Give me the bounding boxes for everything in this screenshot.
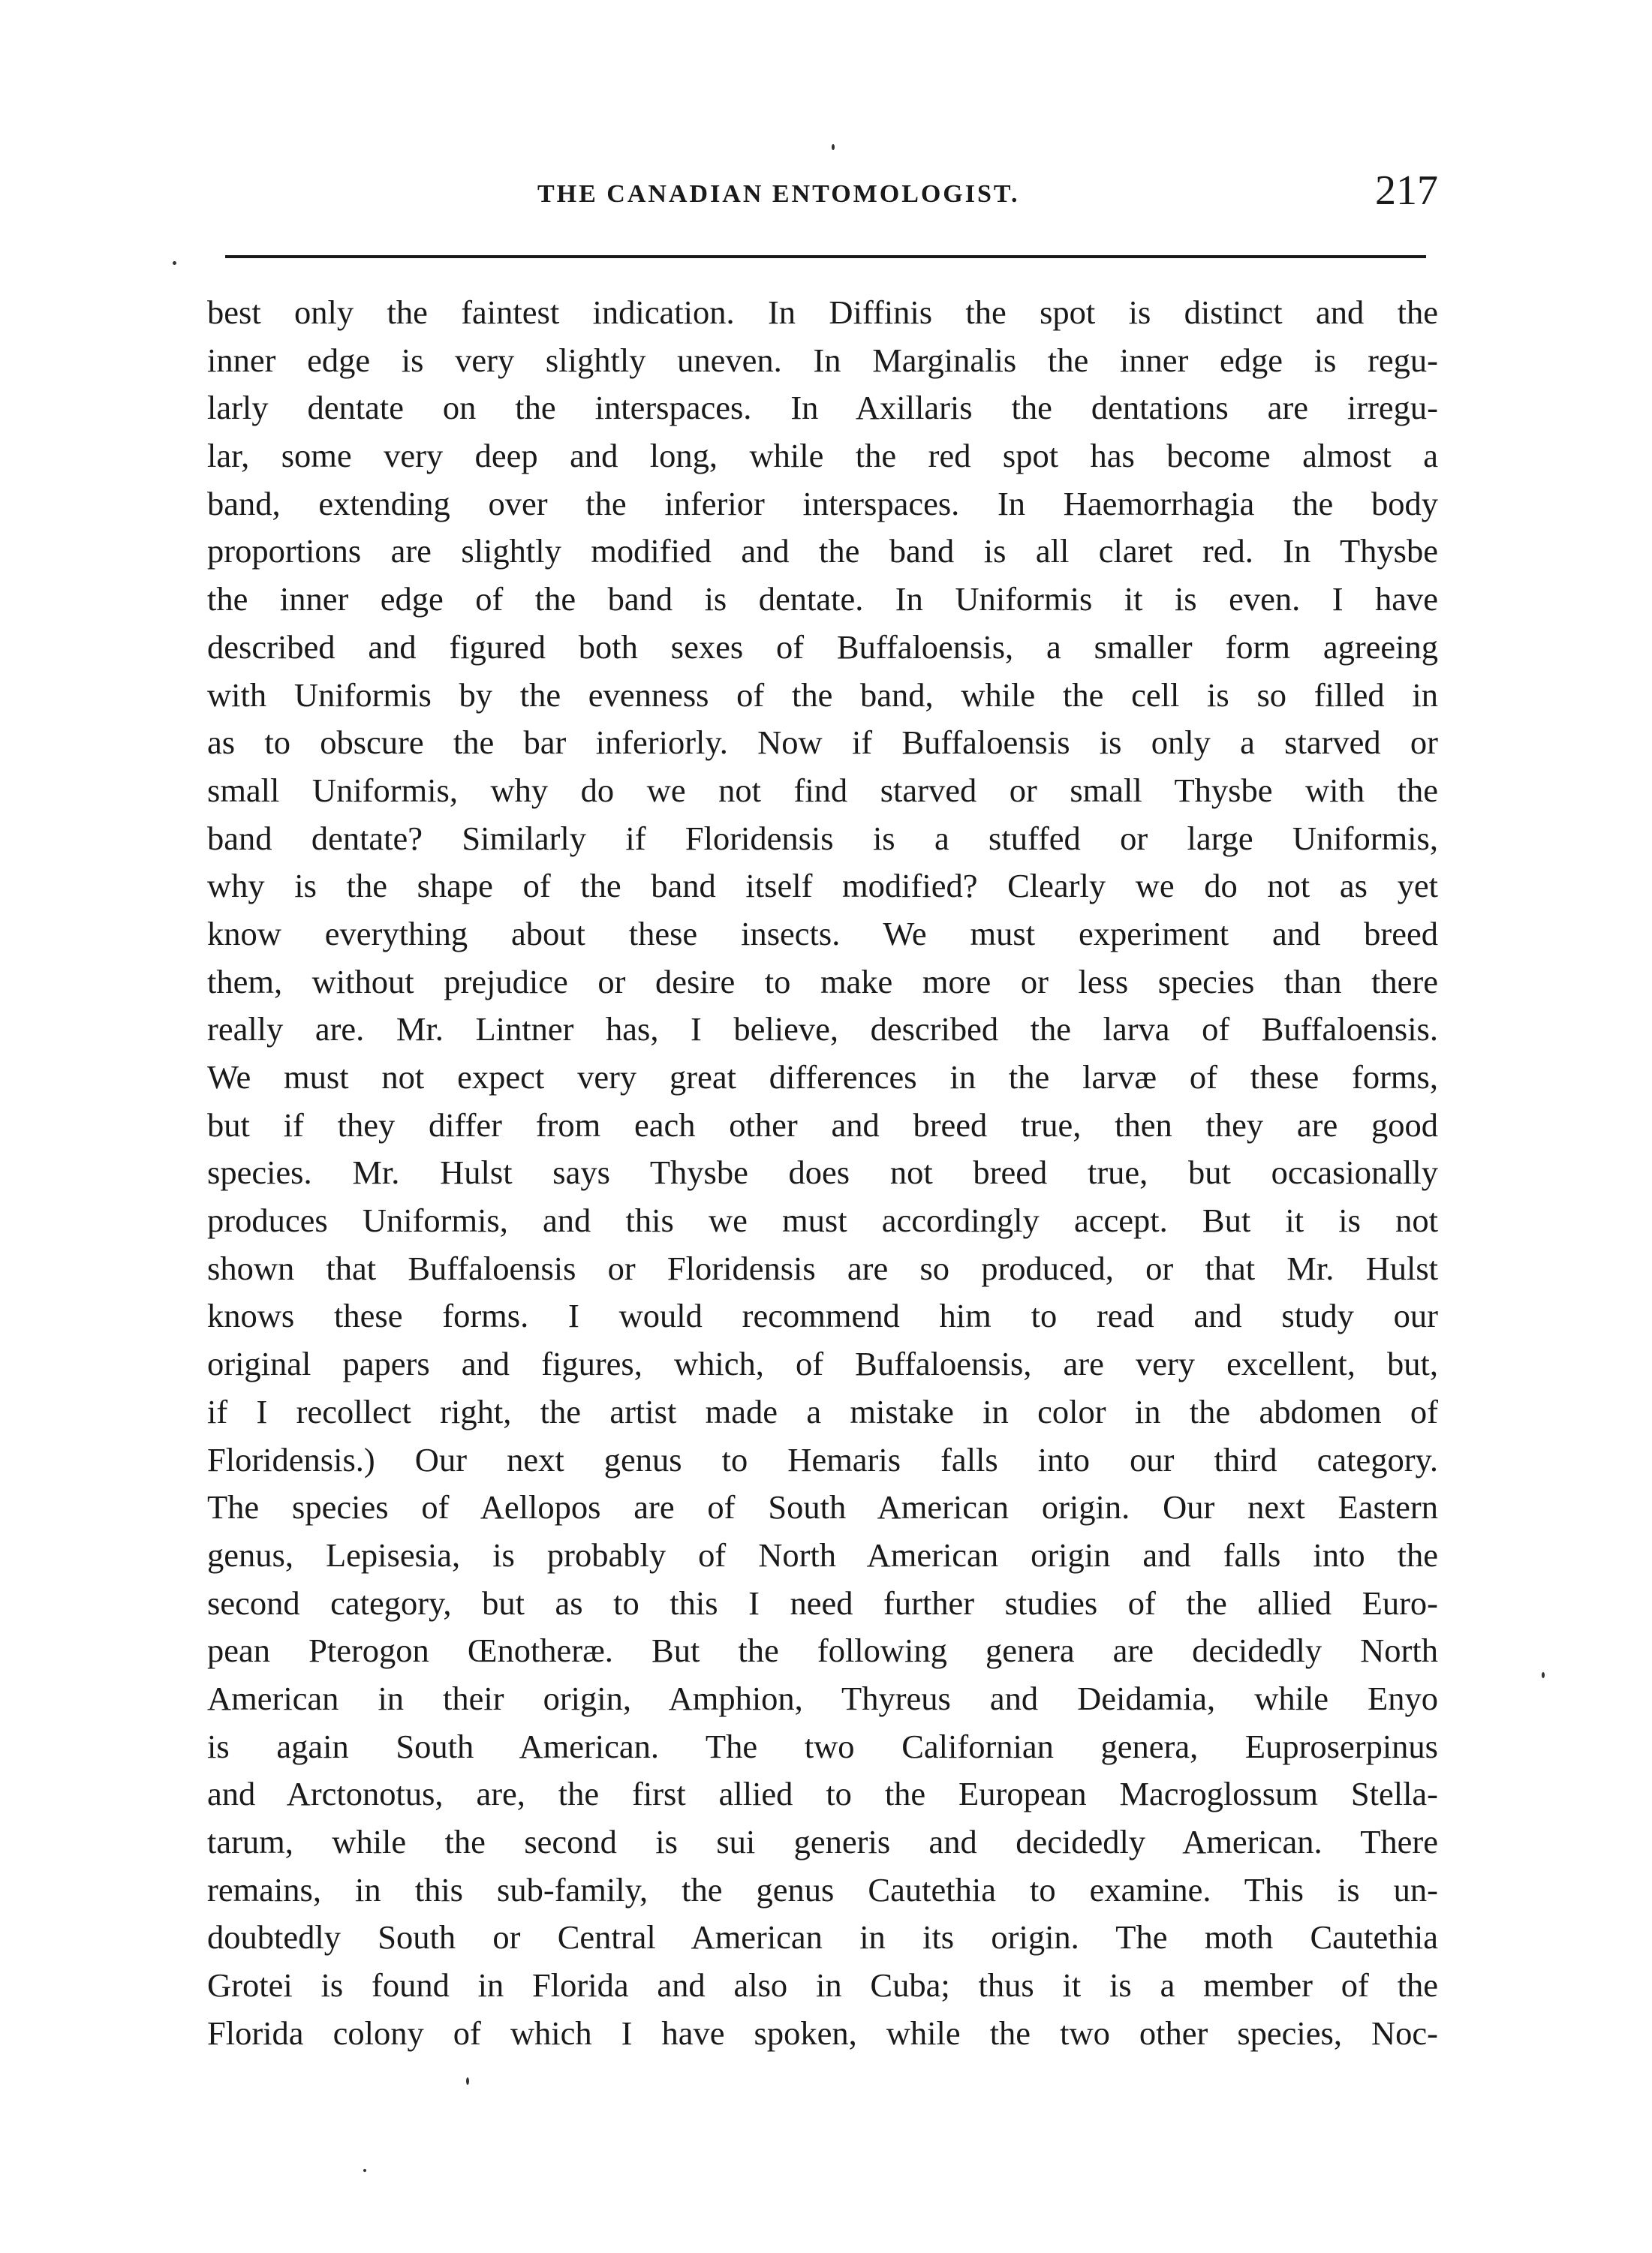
text-line: proportions are slightly modified and the band is all claret red. In Thysbe — [207, 532, 1438, 570]
scan-speck — [832, 144, 835, 150]
text-line: them, without prejudice or desire to make more or less species than there — [207, 962, 1438, 1000]
text-line: produces Uniformis, and this we must accordingly accept. But it is not — [207, 1202, 1438, 1240]
text-line: with Uniformis by the evenness of the band, while the cell is so filled in — [207, 675, 1438, 714]
scan-speck — [466, 2077, 469, 2085]
header-rule — [225, 255, 1426, 258]
running-head — [207, 167, 1438, 227]
text-line: but if they differ from each other and breed true, then they are good — [207, 1105, 1438, 1144]
text-line: as to obscure the bar inferiorly. Now if Buffaloensis is only a starved or — [207, 723, 1438, 762]
text-line: Florida colony of which I have spoken, while the two other species, Noc- — [207, 2014, 1438, 2052]
text-line: species. Mr. Hulst says Thysbe does not breed true, but occasionally — [207, 1154, 1438, 1192]
text-line: described and figured both sexes of Buffaloensis, a smaller form agreeing — [207, 627, 1438, 666]
text-line: band, extending over the inferior interspaces. In Haemorrhagia the body — [207, 484, 1438, 522]
text-line: American in their origin, Amphion, Thyreus and Deidamia, while Enyo — [207, 1679, 1438, 1717]
text-line: really are. Mr. Lintner has, I believe, described the larva of Buffaloensis. — [207, 1010, 1438, 1048]
text-line: inner edge is very slightly uneven. In Marginalis the inner edge is regu- — [207, 341, 1438, 379]
text-line: knows these forms. I would recommend him to read and study our — [207, 1297, 1438, 1335]
text-line: band dentate? Similarly if Floridensis is a stuffed or large Uniformis, — [207, 819, 1438, 857]
text-line: remains, in this sub-family, the genus Cautethia to examine. This is un- — [207, 1870, 1438, 1909]
page-number: 217 — [1375, 167, 1438, 214]
text-line: larly dentate on the interspaces. In Axillaris the dentations are irregu- — [207, 389, 1438, 427]
text-line: know everything about these insects. We must experiment and breed — [207, 914, 1438, 952]
text-line: Grotei is found in Florida and also in Cuba; thus it is a member of the — [207, 1966, 1438, 2005]
text-line: We must not expect very great differences in the larvæ of these forms, — [207, 1058, 1438, 1096]
text-line: is again South American. The two Californian genera, Euproserpinus — [207, 1727, 1438, 1765]
scan-speck — [1542, 1672, 1545, 1678]
text-line: if I recollect right, the artist made a mistake in color in the abdomen of — [207, 1392, 1438, 1430]
scan-speck — [173, 261, 176, 265]
text-line: tarum, while the second is sui generis and decidedly American. There — [207, 1823, 1438, 1860]
text-line: best only the faintest indication. In Diffinis the spot is distinct and the — [207, 293, 1438, 331]
text-line: second category, but as to this I need further studies of the allied Euro- — [207, 1584, 1438, 1622]
text-line: The species of Aellopos are of South American origin. Our next Eastern — [207, 1488, 1438, 1527]
text-line: why is the shape of the band itself modified? Clearly we do not as yet — [207, 867, 1438, 905]
journal-title: THE CANADIAN ENTOMOLOGIST. — [537, 180, 1020, 208]
text-line: Floridensis.) Our next genus to Hemaris falls into our third category. — [207, 1440, 1438, 1478]
text-line: original papers and figures, which, of Buffaloensis, are very excellent, but, — [207, 1345, 1438, 1383]
scan-speck — [363, 2169, 366, 2172]
text-line: genus, Lepisesia, is probably of North American origin and falls into the — [207, 1536, 1438, 1574]
text-line: small Uniformis, why do we not find starved or small Thysbe with the — [207, 771, 1438, 809]
text-line: doubtedly South or Central American in its origin. The moth Cautethia — [207, 1918, 1438, 1957]
text-line: the inner edge of the band is dentate. In Uniformis it is even. I have — [207, 580, 1438, 618]
body-text — [207, 289, 1438, 2057]
text-line: lar, some very deep and long, while the red spot has become almost a — [207, 437, 1438, 475]
text-line: and Arctonotus, are, the first allied to the European Macroglossum Stella- — [207, 1775, 1438, 1813]
text-line: pean Pterogon Œnotheræ. But the following genera are decidedly North — [207, 1632, 1438, 1670]
text-line: shown that Buffaloensis or Floridensis are so produced, or that Mr. Hulst — [207, 1249, 1438, 1287]
